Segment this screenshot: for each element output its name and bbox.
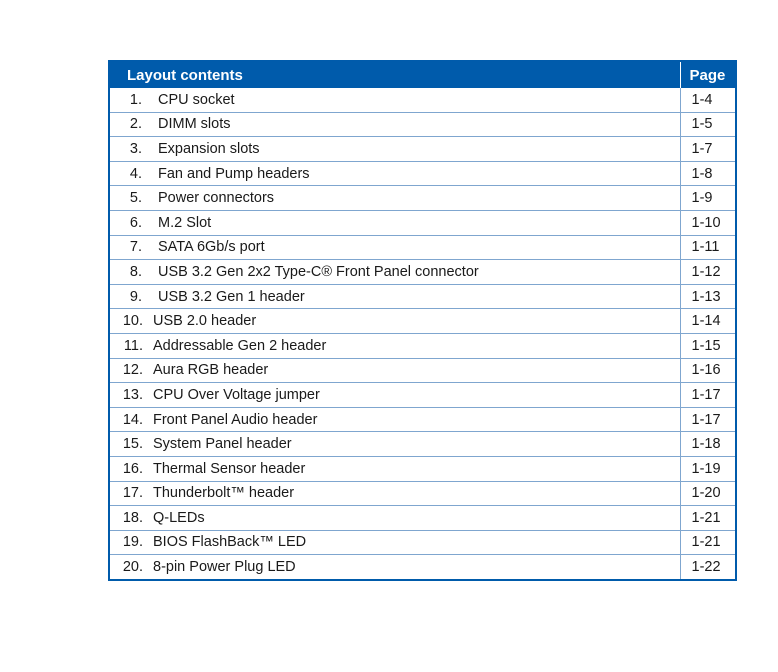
row-number: 14. <box>122 411 143 428</box>
row-number: 10. <box>122 313 143 330</box>
page-number-cell: 1-12 <box>680 260 735 285</box>
table-row <box>110 383 735 408</box>
row-label: Q-LEDs <box>153 509 205 526</box>
page-number-cell: 1-11 <box>680 235 735 260</box>
header-layout-contents: Layout contents <box>110 62 680 88</box>
page-number-cell: 1-17 <box>680 383 735 408</box>
row-number: 9. <box>129 288 142 305</box>
page-number-cell: 1-22 <box>680 555 735 579</box>
table-row <box>110 481 735 506</box>
row-number: 4. <box>129 165 142 182</box>
row-number: 7. <box>129 239 142 256</box>
row-label: BIOS FlashBack™ LED <box>153 534 307 551</box>
page-number-cell: 1-9 <box>680 186 735 211</box>
row-label: Expansion slots <box>158 140 260 157</box>
content-cell <box>110 112 680 137</box>
content-cell <box>110 432 680 457</box>
page-number-cell: 1-18 <box>680 432 735 457</box>
table-body <box>110 88 735 579</box>
content-cell <box>110 407 680 432</box>
row-label: SATA 6Gb/s port <box>158 239 265 256</box>
content-cell <box>110 358 680 383</box>
content-cell <box>110 284 680 309</box>
row-number: 3. <box>129 140 142 157</box>
page-number-cell: 1-4 <box>680 88 735 112</box>
content-cell <box>110 383 680 408</box>
row-label: Thunderbolt™ header <box>153 485 295 502</box>
row-number: 1. <box>129 91 142 108</box>
row-label: CPU socket <box>158 91 235 108</box>
table-row <box>110 235 735 260</box>
table-row <box>110 284 735 309</box>
row-label: 8-pin Power Plug LED <box>153 559 296 576</box>
row-number: 8. <box>129 263 142 280</box>
page-number-cell: 1-19 <box>680 456 735 481</box>
row-number: 16. <box>122 460 143 477</box>
table-row <box>110 161 735 186</box>
page-number-cell: 1-21 <box>680 530 735 555</box>
row-label: CPU Over Voltage jumper <box>153 386 320 403</box>
content-cell <box>110 88 680 112</box>
content-cell <box>110 186 680 211</box>
row-number: 12. <box>122 362 143 379</box>
table-row <box>110 407 735 432</box>
table-row <box>110 186 735 211</box>
content-cell <box>110 161 680 186</box>
layout-contents-table <box>108 60 737 581</box>
content-cell <box>110 333 680 358</box>
row-number: 15. <box>122 436 143 453</box>
content-cell <box>110 481 680 506</box>
table-row <box>110 260 735 285</box>
row-label: Fan and Pump headers <box>158 165 310 182</box>
table-row <box>110 309 735 334</box>
content-cell <box>110 456 680 481</box>
page-number-cell: 1-20 <box>680 481 735 506</box>
contents-table-grid <box>110 62 735 579</box>
row-number: 2. <box>129 116 142 133</box>
table-row <box>110 137 735 162</box>
row-label: USB 3.2 Gen 1 header <box>158 288 305 305</box>
row-number: 5. <box>129 190 142 207</box>
row-number: 13. <box>122 386 143 403</box>
row-number: 11. <box>123 337 143 354</box>
row-number: 20. <box>122 559 143 576</box>
table-row <box>110 210 735 235</box>
table-row <box>110 358 735 383</box>
page-number-cell: 1-14 <box>680 309 735 334</box>
page-number-cell: 1-17 <box>680 407 735 432</box>
table-row <box>110 456 735 481</box>
row-number: 6. <box>129 214 142 231</box>
content-cell <box>110 309 680 334</box>
page-number-cell: 1-21 <box>680 506 735 531</box>
table-row <box>110 530 735 555</box>
row-label: USB 2.0 header <box>153 313 257 330</box>
row-label: DIMM slots <box>158 116 231 133</box>
row-label: Power connectors <box>158 190 275 207</box>
content-cell <box>110 555 680 579</box>
table-row <box>110 112 735 137</box>
table-row <box>110 333 735 358</box>
row-number: 18. <box>122 509 143 526</box>
row-label: USB 3.2 Gen 2x2 Type-C® Front Panel connector <box>158 263 479 280</box>
page-number-cell: 1-7 <box>680 137 735 162</box>
row-number: 19. <box>122 534 143 551</box>
content-cell <box>110 530 680 555</box>
table-header-row <box>110 62 735 88</box>
row-label: Front Panel Audio header <box>153 411 318 428</box>
page-number-cell: 1-15 <box>680 333 735 358</box>
table-row <box>110 88 735 112</box>
content-cell <box>110 506 680 531</box>
content-cell <box>110 210 680 235</box>
content-cell <box>110 235 680 260</box>
row-label: Addressable Gen 2 header <box>153 337 327 354</box>
content-cell <box>110 137 680 162</box>
page-number-cell: 1-8 <box>680 161 735 186</box>
row-label: M.2 Slot <box>158 214 212 231</box>
page-number-cell: 1-13 <box>680 284 735 309</box>
table-row <box>110 555 735 579</box>
row-number: 17. <box>122 485 143 502</box>
page-number-cell: 1-5 <box>680 112 735 137</box>
row-label: Thermal Sensor header <box>153 460 306 477</box>
row-label: Aura RGB header <box>153 362 269 379</box>
header-page: Page <box>680 62 735 88</box>
row-label: System Panel header <box>153 436 292 453</box>
table-row <box>110 506 735 531</box>
table-row <box>110 432 735 457</box>
page-number-cell: 1-10 <box>680 210 735 235</box>
content-cell <box>110 260 680 285</box>
page-number-cell: 1-16 <box>680 358 735 383</box>
